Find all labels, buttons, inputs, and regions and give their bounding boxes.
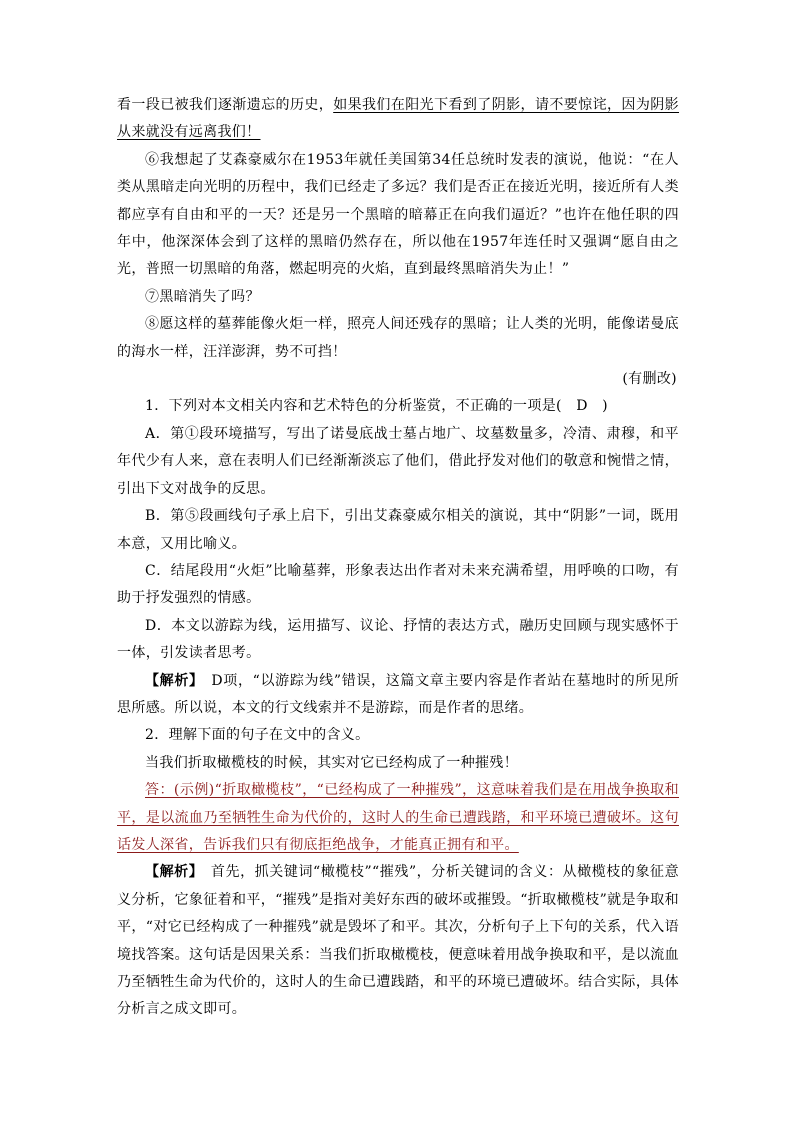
answer-text: 答：(示例)“折取橄榄枝”，“已经构成了一种摧残”，这意味着我们是在用战争换取和平，是以流血乃至牺牲生命为代价的，这时人的生命已遭践踏，和平环境已遭破坏。这句话发人深省，告诉我们只有彻底拒绝战争，才能真正拥有和平。 — [117, 782, 679, 853]
document-page — [117, 92, 679, 1024]
paragraph-8: ⑧愿这样的墓葬能像火炬一样，照亮人间还残存的黑暗；让人类的光明，能像诺曼底的海水一样，汪洋澎湃，势不可挡！ — [117, 316, 679, 360]
analysis-text: D项，“以游踪为线”错误，这篇文章主要内容是作者站在墓地时的所见所思所感。所以说，本文的行文线索并不是游踪，而是作者的思绪。 — [117, 672, 679, 716]
paragraph-5-underlined-sentence: 如果我们在阳光下看到了阴影，请不要惊诧，因为阴影从来就没有远离我们！ — [117, 97, 680, 141]
question-2-stem: 2．理解下面的句子在文中的含义。 — [145, 727, 370, 744]
question-1-analysis — [117, 668, 679, 723]
question-1-stem: 1．下列对本文相关内容和艺术特色的分析鉴赏，不正确的一项是( D ) — [145, 398, 608, 415]
paragraph-5-plain-text: 看一段已被我们逐渐遗忘的历史， — [117, 97, 334, 113]
analysis-tag: 【解析】 — [145, 672, 197, 689]
paragraph-6: ⑥我想起了艾森豪威尔在1953年就任美国第34任总统时发表的演说，他说：“在人类从黑暗走向光明的历程中，我们已经走了多远？我们是否正在接近光明，接近所有人类都应享有自由和平的一天？还是另一个黑暗的暗幕正在向我们逼近？”也许在他任职的四年中，他深深体会到了这样的黑暗仍然存在，所以他在1957年连任时又强调“愿自由之光，普照一切黑暗的角落，燃起明亮的火焰，直到最终黑暗消失为止！” — [117, 151, 679, 278]
source-note: (有删改) — [622, 371, 677, 388]
question-2-analysis — [117, 859, 679, 1023]
paragraph-5-tail — [117, 92, 679, 147]
paragraph-7: ⑦黑暗消失了吗？ — [145, 288, 260, 305]
question-2-answer — [117, 777, 679, 859]
analysis-tag: 【解析】 — [145, 864, 197, 881]
question-1-option-d: D．本文以游踪为线，运用描写、议论、抒情的表达方式，融历史回顾与现实感怀于一体，引发读者思考。 — [117, 617, 679, 662]
question-1-option-c: C．结尾段用“火炬”比喻墓葬，形象表达出作者对未来充满希望，用呼唤的口吻，有助于抒发强烈的情感。 — [117, 562, 679, 607]
analysis-text: 首先，抓关键词“橄榄枝”“摧残”，分析关键词的含义：从橄榄枝的象征意义分析，它象征着和平，“摧残”是指对美好东西的破坏或摧毁。“折取橄榄枝”就是争取和平，“对它已经构成了一种摧残”就是毁坏了和平。其次，分析句子上下句的关系，代入语境找答案。这句话是因果关系：当我们折取橄榄枝，便意味着用战争换取和平，是以流血乃至牺牲生命为代价的，这时人的生命已遭践踏，和平的环境已遭破坏。结合实际，具体分析言之成文即可。 — [117, 864, 679, 1018]
question-1-option-b: B．第⑤段画线句子承上启下，引出艾森豪威尔相关的演说，其中“阴影”一词，既用本意，又用比喻义。 — [117, 508, 679, 552]
question-2-sentence: 当我们折取橄榄枝的时候，其实对它已经构成了一种摧残！ — [145, 754, 519, 771]
question-1-option-a: A．第①段环境描写，写出了诺曼底战士墓占地广、坟墓数量多，冷清、肃穆，和平年代少有人来，意在表明人们已经渐渐淡忘了他们，借此抒发对他们的敬意和惋惜之情，引出下文对战争的反思。 — [117, 425, 679, 497]
